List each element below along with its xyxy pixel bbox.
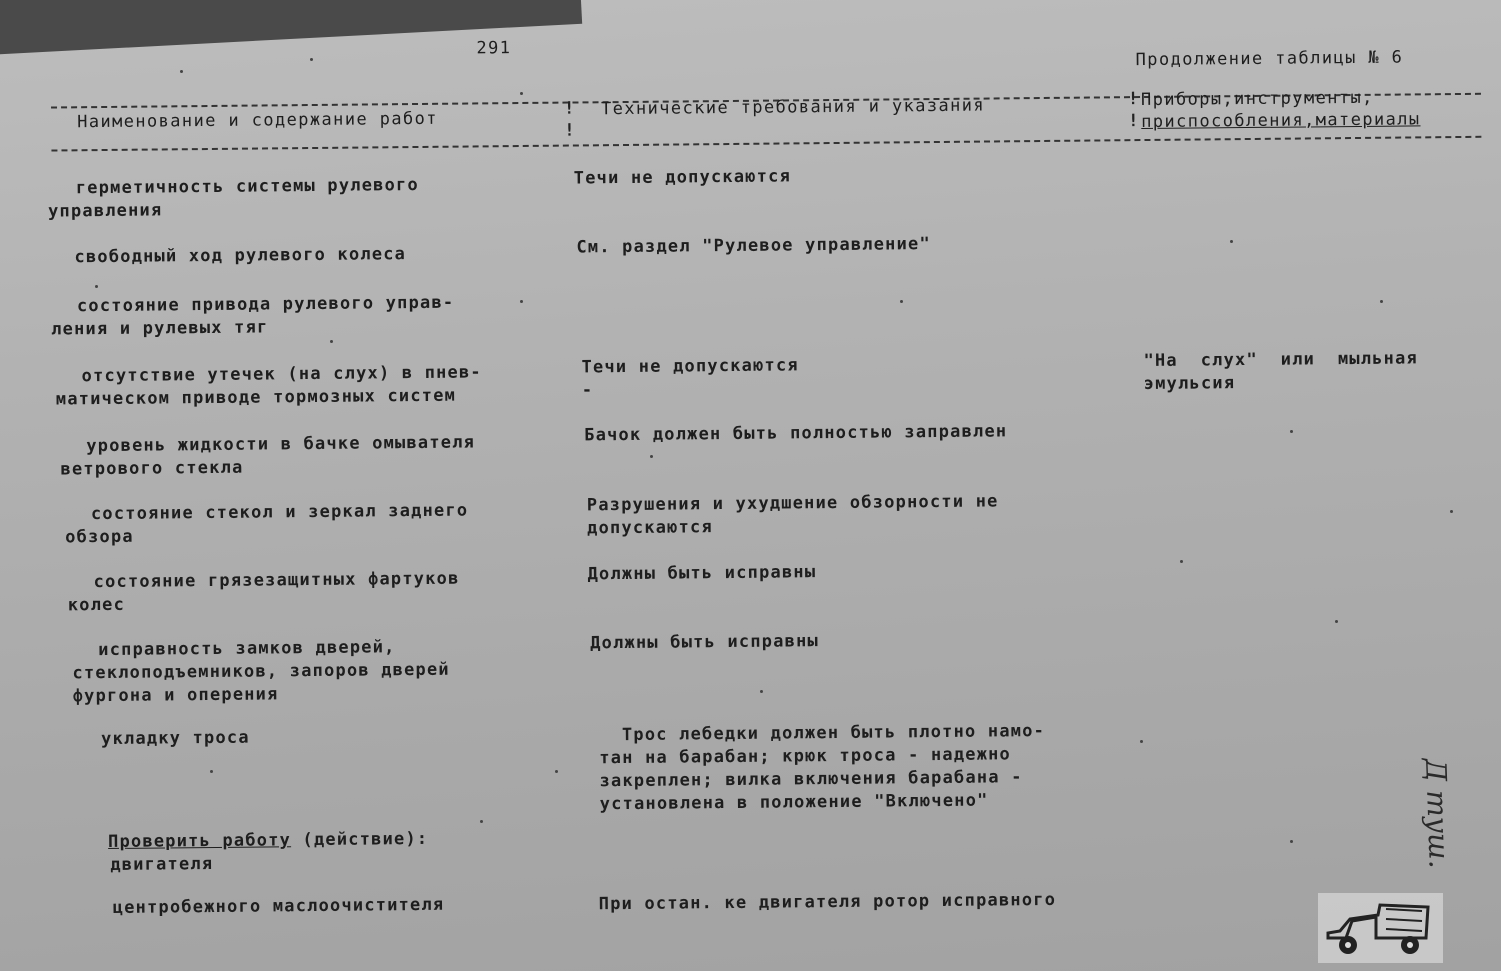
requirement-text: установлена в положение "Включено" bbox=[599, 790, 989, 815]
requirement-text: Должны быть исправны bbox=[590, 631, 819, 654]
column-separator: ! bbox=[564, 120, 575, 141]
work-item: герметичность системы рулевого bbox=[75, 174, 419, 199]
work-item: центробежного маслоочистителя bbox=[112, 894, 445, 918]
requirement-text: Течи не допускаются bbox=[573, 166, 792, 189]
check-engine: двигателя bbox=[110, 853, 214, 875]
check-heading bbox=[108, 828, 428, 854]
check-heading-underlined: Проверить работу bbox=[107, 830, 292, 853]
page-number: 291 bbox=[476, 38, 512, 59]
work-item: фургона и оперения bbox=[72, 684, 279, 707]
column-header-tools-line1: Приборы,инструменты, bbox=[1140, 87, 1374, 111]
work-item: состояние стекол и зеркал заднего bbox=[90, 500, 469, 525]
requirement-text: См. раздел "Рулевое управление" bbox=[576, 234, 931, 258]
table-continuation-label: Продолжение таблицы № 6 bbox=[1135, 47, 1404, 71]
header-bottom-rule bbox=[51, 136, 1481, 152]
work-item: отсутствие утечек (на слух) в пнев- bbox=[81, 362, 482, 387]
work-item: состояние грязезащитных фартуков bbox=[93, 568, 460, 593]
work-item: укладку троса bbox=[101, 727, 250, 750]
work-item: свободный ход рулевого колеса bbox=[74, 244, 407, 268]
work-item: исправность замков дверей, bbox=[98, 637, 396, 661]
work-item: ветрового стекла bbox=[60, 457, 244, 480]
work-item: ления и рулевых тяг bbox=[51, 317, 269, 340]
requirement-text: Бачок должен быть полностью заправлен bbox=[584, 421, 1008, 446]
column-header-works: Наименование и содержание работ bbox=[77, 108, 438, 133]
column-header-tools-line2: приспособления,материалы bbox=[1141, 109, 1421, 133]
work-item: обзора bbox=[65, 526, 134, 548]
check-heading-rest: (действие): bbox=[290, 828, 429, 851]
requirement-dash: - bbox=[581, 380, 594, 401]
requirement-text: допускаются bbox=[587, 517, 713, 539]
work-item: уровень жидкости в бачке омывателя bbox=[86, 432, 476, 457]
requirement-text: тан на барабан; крюк троса - надежно bbox=[599, 744, 1012, 769]
handwritten-margin-note: Д туш. bbox=[1419, 758, 1456, 869]
requirement-text: Течи не допускаются bbox=[581, 355, 799, 378]
column-separator: ! bbox=[1128, 111, 1139, 132]
work-item: состояние привода рулевого управ- bbox=[76, 292, 455, 317]
requirement-text: Трос лебедки должен быть плотно намо- bbox=[598, 721, 1046, 746]
requirement-text: Разрушения и ухудшение обзорности не bbox=[586, 491, 999, 516]
work-item: управления bbox=[47, 200, 163, 222]
work-item: матическом приводе тормозных систем bbox=[55, 385, 457, 410]
work-item: колес bbox=[67, 594, 126, 616]
requirement-text: При остан. ке двигателя ротор исправного bbox=[598, 889, 1057, 915]
column-separator: ! bbox=[1127, 89, 1139, 110]
requirement-text: закреплен; вилка включения барабана - bbox=[599, 767, 1023, 792]
requirement-text: Должны быть исправны bbox=[587, 562, 817, 585]
column-separator: ! bbox=[563, 98, 575, 119]
work-item: стеклоподъемников, запоров дверей bbox=[72, 659, 450, 684]
column-header-requirements: Технические требования и указания bbox=[600, 95, 986, 120]
tools-text: эмульсия bbox=[1143, 373, 1236, 395]
truck-logo-icon bbox=[1318, 893, 1443, 963]
tools-text: "На слух" или мыльная bbox=[1143, 348, 1419, 372]
